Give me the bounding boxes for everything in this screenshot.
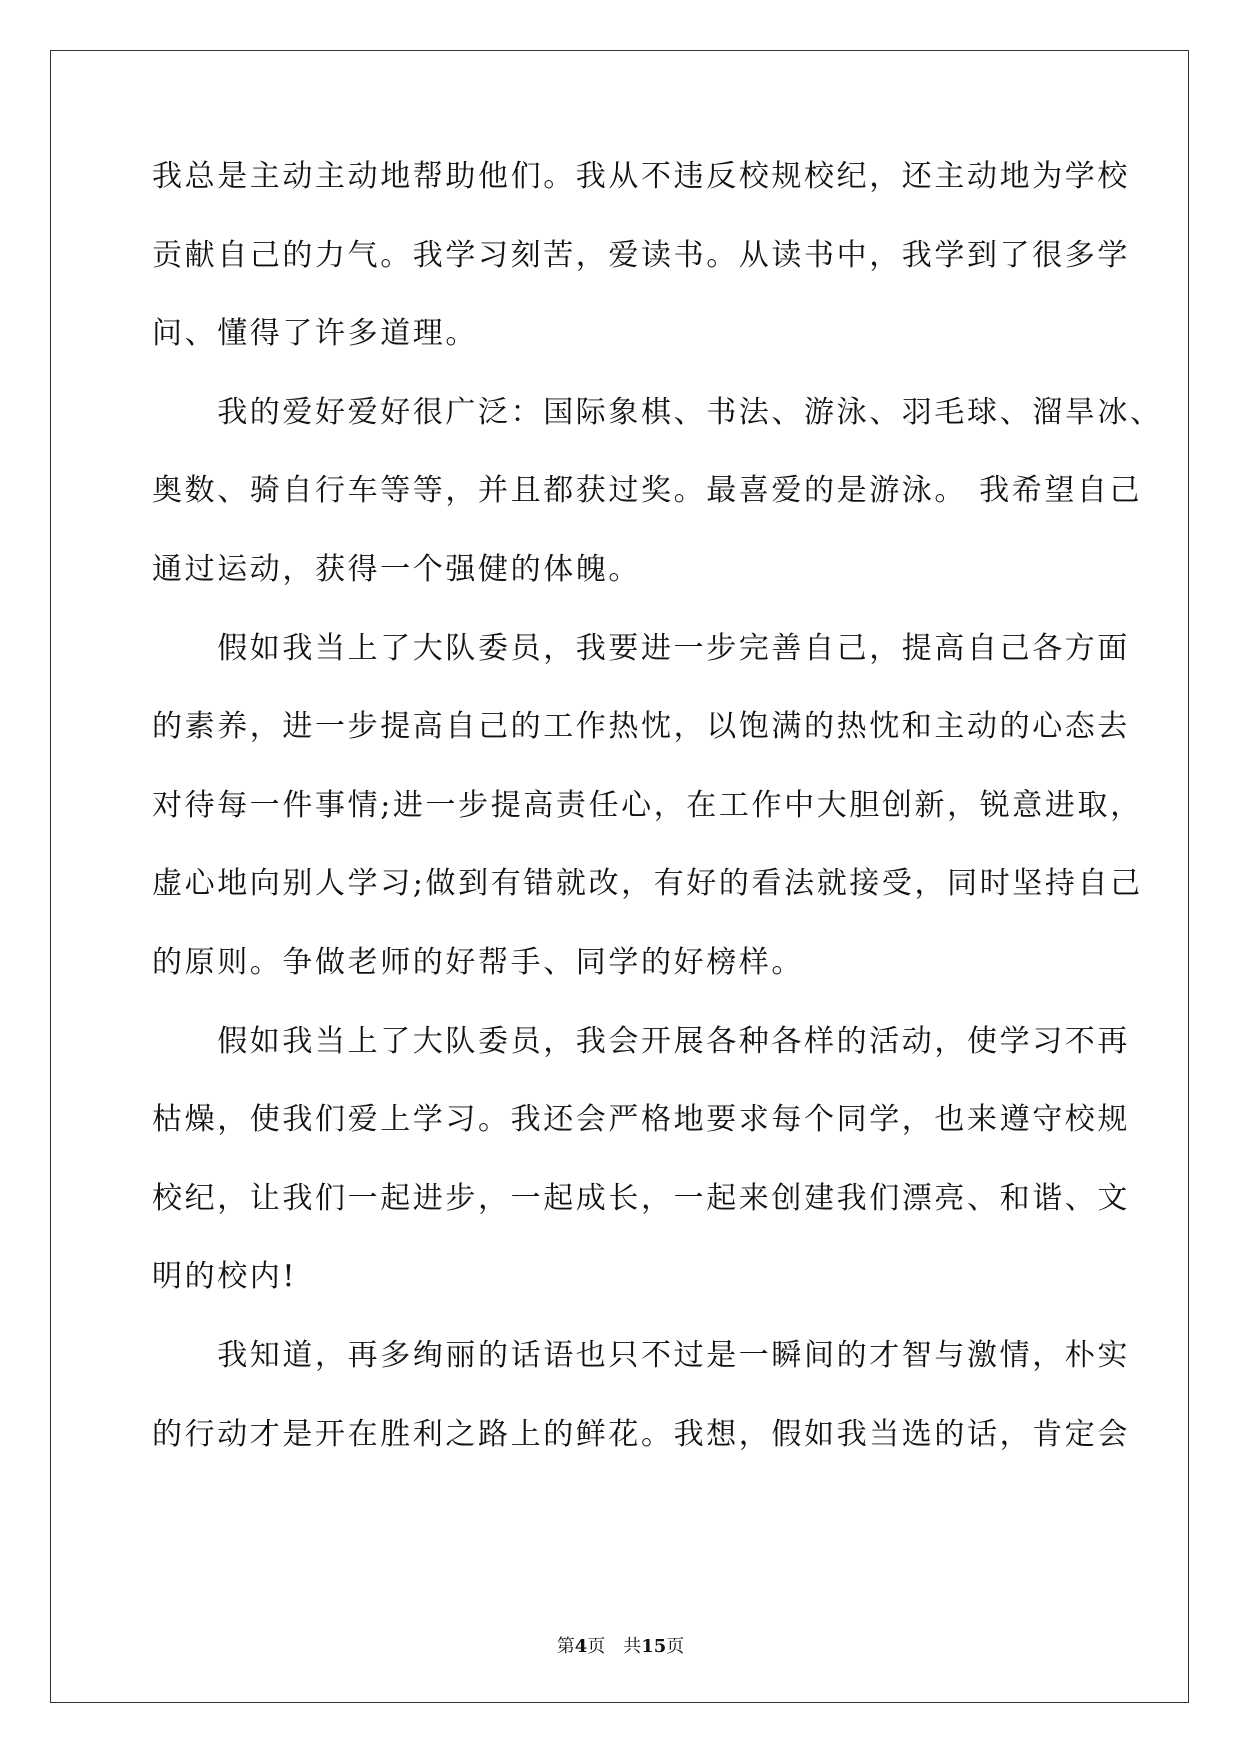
footer-total-prefix: 共 [623,1636,642,1657]
footer-total-suffix: 页 [666,1636,685,1657]
text-line: 假如我当上了大队委员，我要进一步完善自己，提高自己各方面 [152,630,1130,666]
page-number-footer [0,1632,1241,1658]
text-line: 枯燥，使我们爱上学习。我还会严格地要求每个同学，也来遵守校规 [152,1102,1130,1138]
text-line: 的行动才是开在胜利之路上的鲜花。我想，假如我当选的话，肯定会 [152,1416,1130,1452]
text-line: 问、懂得了许多道理。 [152,316,478,352]
text-line: 的素养，进一步提高自己的工作热忱，以饱满的热忱和主动的心态去 [152,709,1130,745]
footer-prefix: 第 [556,1636,575,1657]
text-line: 假如我当上了大队委员，我会开展各种各样的活动，使学习不再 [152,1023,1130,1059]
text-line: 的原则。争做老师的好帮手、同学的好榜样。 [152,944,804,980]
text-line: 明的校内! [152,1259,298,1295]
text-line: 奥数、骑自行车等等，并且都获过奖。最喜爱的是游泳。 我希望自己 [152,473,1143,509]
text-line: 校纪，让我们一起进步，一起成长，一起来创建我们漂亮、和谐、文 [152,1180,1130,1216]
text-line: 通过运动，获得一个强健的体魄。 [152,551,641,587]
text-line: 我知道，再多绚丽的话语也只不过是一瞬间的才智与激情，朴实 [152,1337,1130,1373]
document-body [152,158,1163,1494]
current-page-number: 4 [574,1636,588,1657]
text-line: 我总是主动主动地帮助他们。我从不违反校规校纪，还主动地为学校 [152,159,1130,194]
text-line: 虚心地向别人学习;做到有错就改，有好的看法就接受，同时坚持自己 [152,866,1143,902]
text-line: 贡献自己的力气。我学习刻苦，爱读书。从读书中，我学到了很多学 [152,237,1130,273]
text-line: 对待每一件事情;进一步提高责任心，在工作中大胆创新，锐意进取， [152,787,1143,823]
total-pages-number: 15 [641,1636,667,1657]
text-line: 我的爱好爱好很广泛：国际象棋、书法、游泳、羽毛球、溜旱冰、 [152,394,1163,430]
footer-page-word: 页 [587,1636,606,1657]
